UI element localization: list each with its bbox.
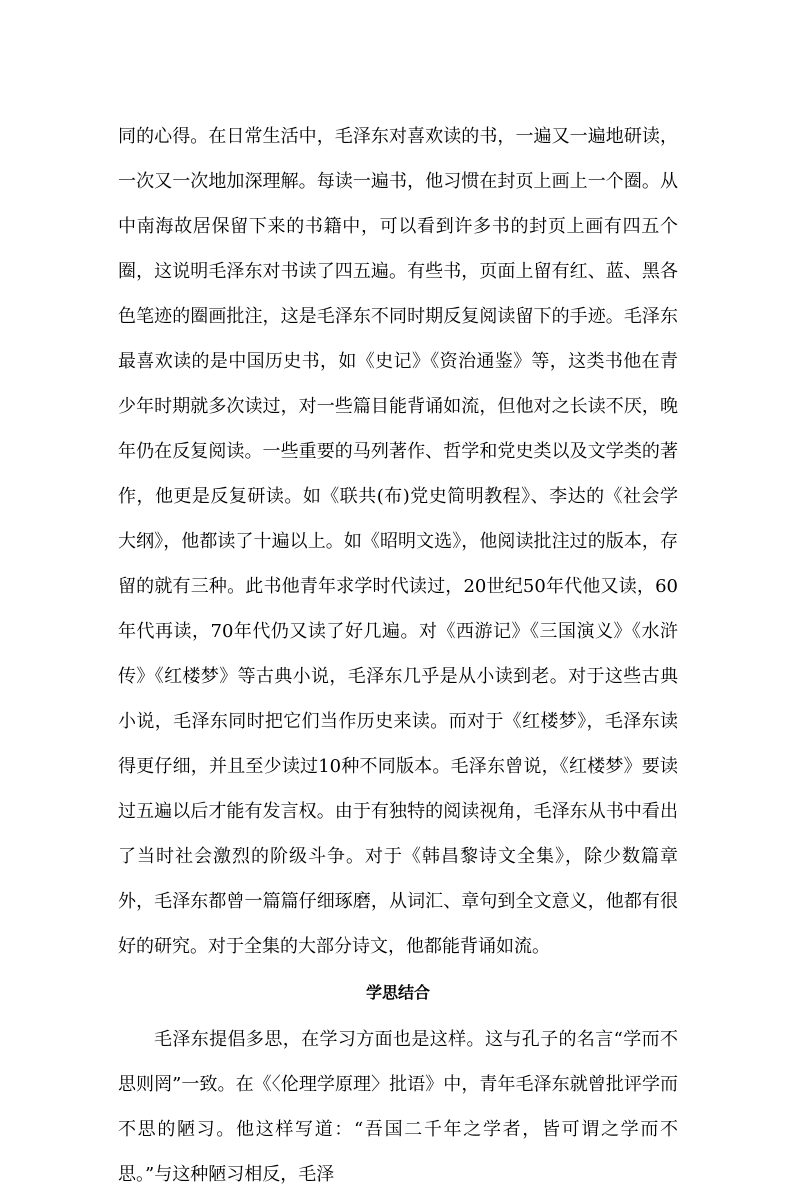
body-paragraph: 毛泽东提倡多思，在学习方面也是这样。这与孔子的名言“学而不思则罔”一致。在《〈伦理学原理〉批语》中，青年毛泽东就曾批评学而不思的陋习。他这样写道：“吾国二千年之学者，皆可谓之学而不思。”与这种陋习相反，毛泽 <box>118 1029 678 1185</box>
body-paragraph: 同的心得。在日常生活中，毛泽东对喜欢读的书，一遍又一遍地研读，一次又一次地加深理解。每读一遍书，他习惯在封页上画上一个圈。从中南海故居保留下来的书籍中，可以看到许多书的封页上画有四五个圈，这说明毛泽东对书读了四五遍。有些书，页面上留有红、蓝、黑各色笔迹的圈画批注，这是毛泽东不同时期反复阅读留下的手迹。毛泽东最喜欢读的是中国历史书，如《史记》《资治通鉴》等，这类书他在青少年时期就多次读过，对一些篇目能背诵如流，但他对之长读不厌，晚年仍在反复阅读。一些重要的马列著作、哲学和党史类以及文学类的著作，他更是反复研读。如《联共(布)党史简明教程》、李达的《社会学大纲》，他都读了十遍以上。如《昭明文选》，他阅读批注过的版本，存留的就有三种。此书他青年求学时代读过，20世纪50年代他又读，60年代再读，70年代仍又读了好几遍。对《西游记》《三国演义》《水浒传》《红楼梦》等古典小说，毛泽东几乎是从小读到老。对于这些古典小说，毛泽东同时把它们当作历史来读。而对于《红楼梦》，毛泽东读得更仔细，并且至少读过10种不同版本。毛泽东曾说，《红楼梦》要读过五遍以后才能有发言权。由于有独特的阅读视角，毛泽东从书中看出了当时社会激烈的阶级斗争。对于《韩昌黎诗文全集》，除少数篇章外，毛泽东都曾一篇篇仔细琢磨，从词汇、章句到全文意义，他都有很好的研究。对于全集的大部分诗文，他都能背诵如流。 <box>118 126 678 957</box>
document-body <box>118 114 678 1197</box>
section-heading: 学思结合 <box>365 983 430 1002</box>
